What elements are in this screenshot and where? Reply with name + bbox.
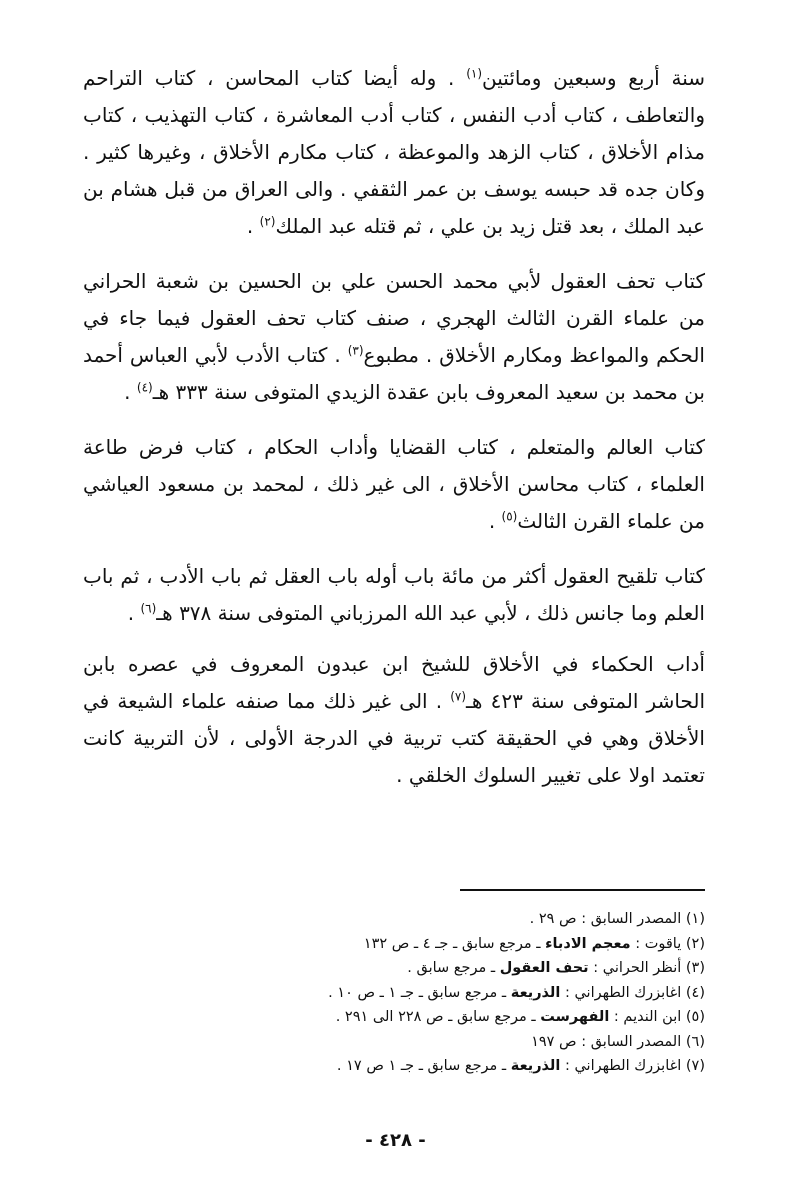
paragraph (83, 558, 705, 632)
footnote (83, 981, 705, 1006)
text-run: (٧) اغابزرك الطهراني : (560, 1058, 705, 1074)
paragraph (83, 263, 705, 411)
paragraph (83, 646, 705, 794)
text-run: كتاب تحف العقول لأبي محمد الحسن علي بن الحسين بن شعبة الحراني من علماء القرن الثالث الهجري ، صنف كتاب تحف العقول فيما جاء في الحكم والمواعظ ومكارم الأخلاق . مطبوع (83, 269, 705, 367)
footnote (83, 932, 705, 957)
text-run: ـ مرجع سابق ـ جـ ١ ص ١٧ . (336, 1058, 511, 1074)
source-title: معجم الادباء (545, 935, 631, 952)
text-run: (٤) اغابزرك الطهراني : (560, 984, 705, 1001)
text-run: ـ مرجع سابق ـ جـ ٤ ـ ص ١٣٢ (363, 935, 546, 952)
text-run: . (246, 214, 260, 238)
page-number: - ٤٢٨ - (365, 1130, 426, 1151)
source-title: تحف العقول (499, 960, 589, 976)
footnote-marker: (٦) (140, 601, 157, 616)
text-run: ـ مرجع سابق ـ جـ ١ ـ ص ١٠ . (328, 984, 511, 1001)
text-run: (٢) ياقوت : (630, 935, 705, 952)
paragraph (83, 60, 705, 245)
footnote-marker: (٣) (347, 343, 364, 358)
text-run: أداب الحكماء في الأخلاق للشيخ ابن عبدون المعروف في عصره بابن الحاشر المتوفى سنة ٤٢٣ هـ (83, 652, 705, 713)
footnote (83, 1005, 705, 1030)
source-title: الفهرست (540, 1009, 610, 1025)
footnote (83, 1030, 705, 1055)
paragraph (83, 429, 705, 540)
text-run: (٥) ابن النديم : (609, 1009, 705, 1025)
text-run: كتاب العالم والمتعلم ، كتاب القضايا وأداب الحكام ، كتاب فرض طاعة العلماء ، كتاب محاسن الأخلاق ، الى غير ذلك ، لمحمد بن مسعود العياشي من علماء القرن الثالث (83, 435, 705, 533)
text-run: . (124, 380, 137, 404)
footnote-marker: (٥) (501, 509, 518, 524)
footnote (83, 907, 705, 932)
footnote-marker: (١) (466, 66, 483, 81)
text-run: . (488, 509, 502, 533)
text-run: سنة أربع وسبعين ومائتين (482, 66, 705, 90)
text-run: ـ مرجع سابق ـ ص ٢٢٨ الى ٢٩١ . (335, 1009, 541, 1025)
text-run: . وله أيضا كتاب المحاسن ، كتاب التراحم والتعاطف ، كتاب أدب النفس ، كتاب أدب المعاشرة ، كتاب التهذيب ، كتاب مذام الأخلاق ، كتاب الزهد والموعظة ، كتاب مكارم الأخلاق ، وغيرها كثير . وكان جده قد حبسه يوسف بن عمر الثقفي . والى العراق من قبل هشام بن عبد الملك ، بعد قتل زيد بن علي ، ثم قتله عبد الملك (83, 66, 705, 238)
text-run: ـ مرجع سابق . (407, 960, 500, 976)
footnote (83, 1054, 705, 1079)
text-run: (١) المصدر السابق : ص ٢٩ . (529, 911, 705, 927)
footnote-separator (460, 889, 705, 891)
footnote-marker: (٧) (450, 689, 467, 704)
text-run: (٦) المصدر السابق : ص ١٩٧ (531, 1033, 705, 1050)
text-run: . الى غير ذلك مما صنفه علماء الشيعة في الأخلاق وهي في الحقيقة كتب تربية في الدرجة الأولى ، لأن التربية كانت تعتمد اولا على تغيير السلوك الخلقي . (83, 689, 705, 787)
text-run: (٣) أنظر الحراني : (588, 960, 705, 976)
text-run: . كتاب الأدب لأبي العباس أحمد بن محمد بن سعيد المعروف بابن عقدة الزيدي المتوفى سنة ٣٣٣ هـ (83, 343, 705, 404)
source-title: الذريعة (510, 984, 561, 1001)
footnote-marker: (٤) (136, 380, 153, 395)
source-title: الذريعة (510, 1058, 561, 1074)
footnote-marker: (٢) (259, 214, 276, 229)
text-run: كتاب تلقيح العقول أكثر من مائة باب أوله باب العقل ثم باب الأدب ، ثم باب العلم وما جانس ذلك ، لأبي عبد الله المرزباني المتوفى سنة ٣٧٨ هـ (83, 564, 705, 625)
footnote (83, 956, 705, 981)
text-run: . (127, 601, 141, 625)
main-text (83, 60, 705, 812)
footnotes-list (83, 907, 705, 1079)
